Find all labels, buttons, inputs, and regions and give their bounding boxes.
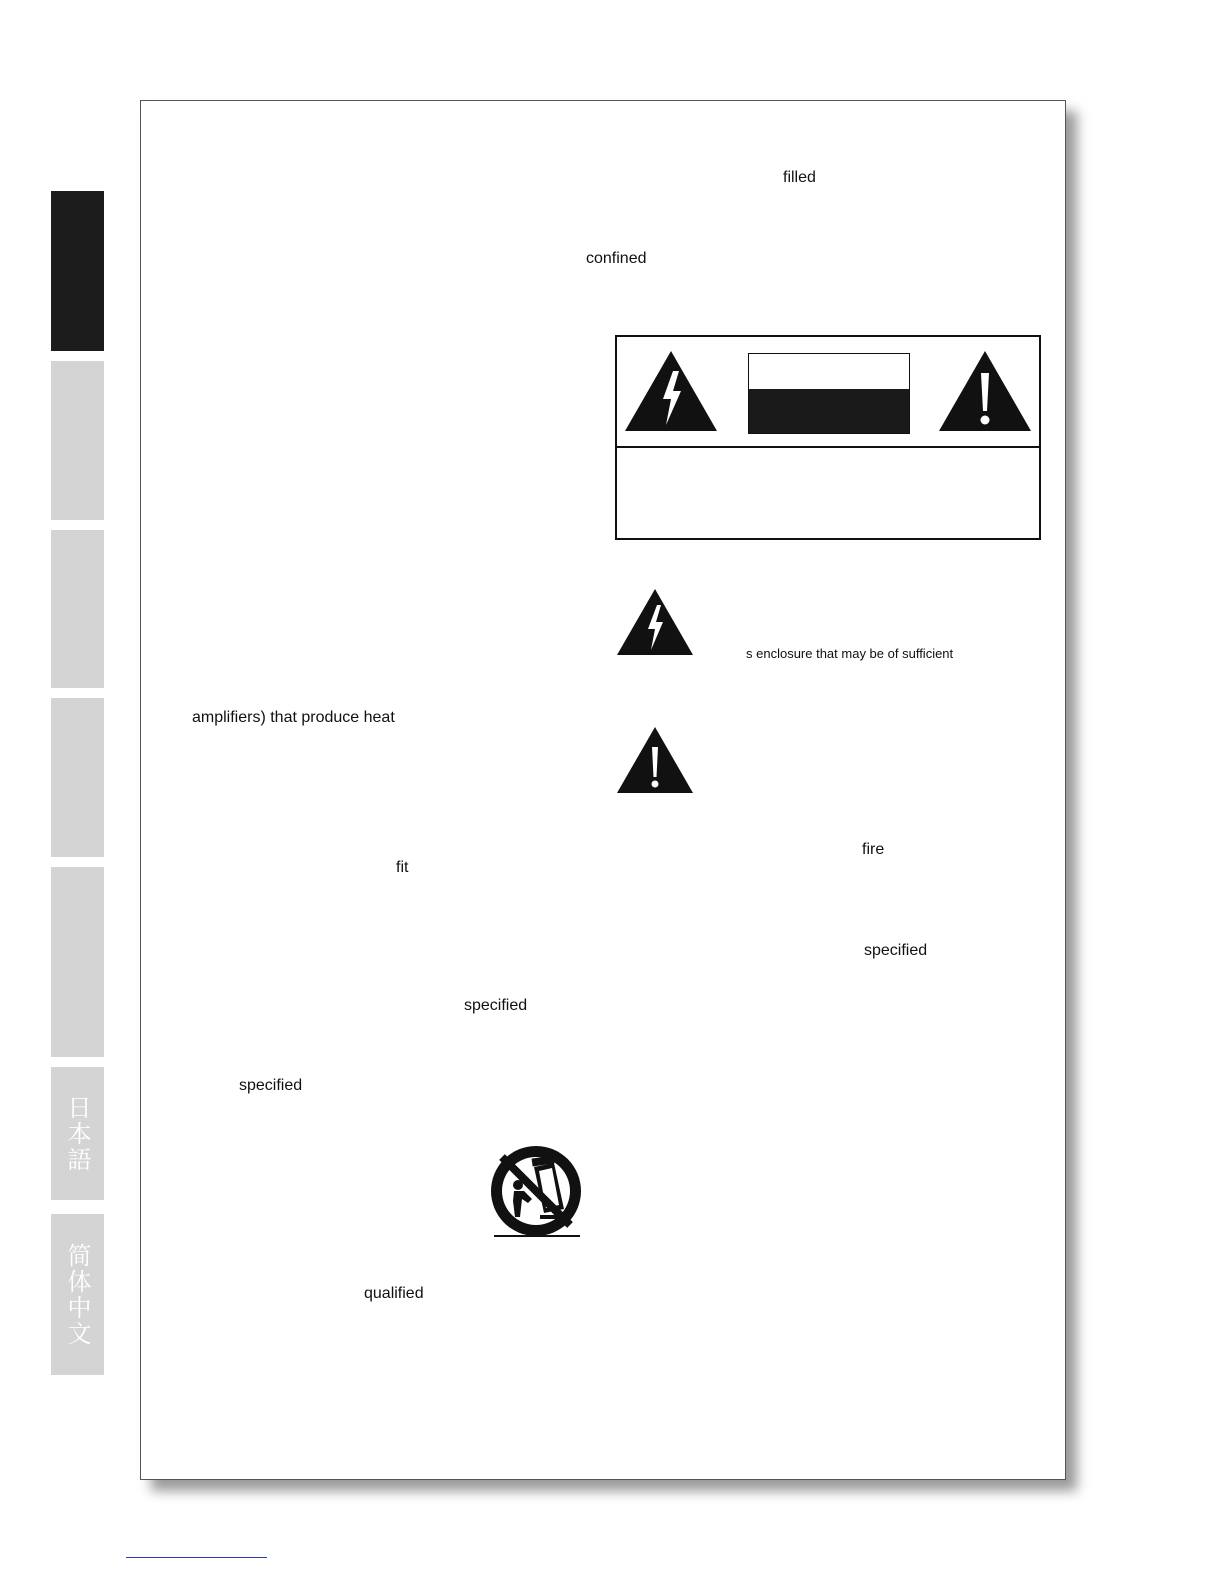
tab-label-chinese: 简体中文 [63,1242,91,1347]
tab-label [51,191,104,351]
text-confined: confined [586,250,647,267]
caution-label-box [748,353,910,434]
text-fit: fit [396,859,409,876]
tab-label-japanese: 日本語 [63,1094,91,1173]
tab-label [51,698,104,857]
lightning-warning-icon [615,587,695,657]
exclamation-warning-icon [615,725,695,795]
lightning-warning-icon [623,349,719,433]
tab-label [51,530,104,688]
tab-language-3[interactable] [51,530,104,688]
caution-label-band [749,389,909,433]
text-specified-right: specified [864,942,928,959]
text-specified-left: specified [239,1077,303,1094]
caution-divider [617,446,1039,448]
text-amplifiers: amplifiers) that produce heat [192,709,395,726]
tab-japanese[interactable] [51,1067,104,1200]
tab-simplified-chinese[interactable] [51,1214,104,1375]
tab-language-2[interactable] [51,361,104,520]
tab-language-1[interactable] [51,191,104,351]
safety-instructions-page [140,100,1066,1480]
exclamation-warning-icon [937,349,1033,433]
text-filled: filled [783,169,816,186]
text-qualified: qualified [364,1285,424,1302]
tab-label [51,867,104,1057]
tab-label [51,361,104,520]
tab-language-4[interactable] [51,698,104,857]
caution-label-panel [615,335,1041,540]
text-enclosure: s enclosure that may be of sufficient [746,646,954,661]
text-specified-mid: specified [464,997,528,1014]
no-cart-tip-over-icon [484,1141,588,1245]
tab-language-5[interactable] [51,867,104,1057]
text-fire: fire [862,841,885,858]
footer-link-underline [126,1557,267,1558]
